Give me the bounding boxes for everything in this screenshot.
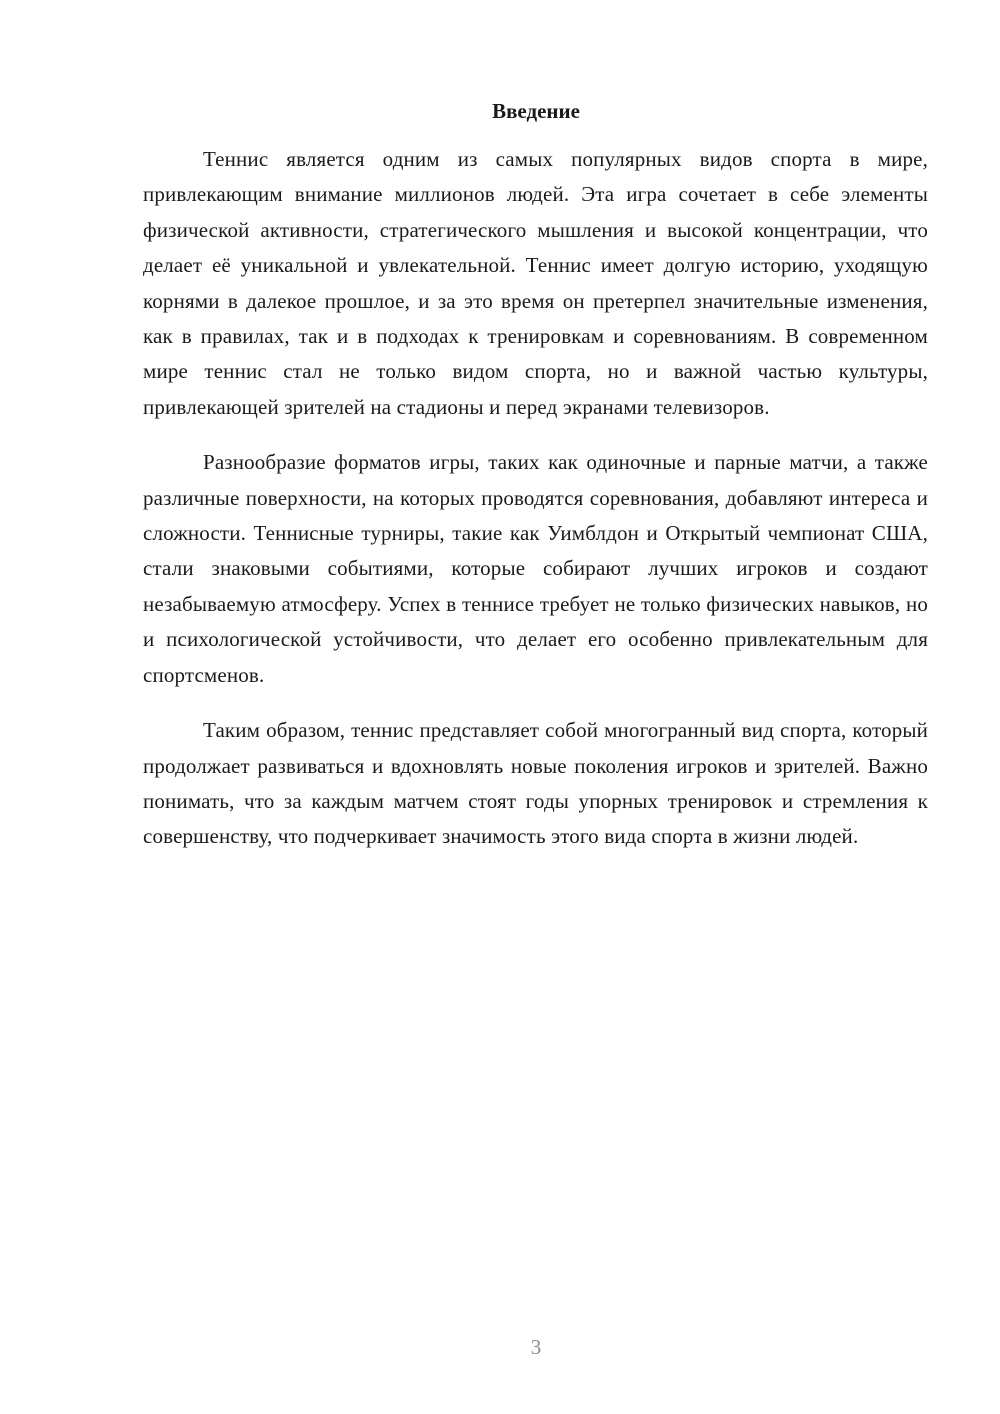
section-heading: Введение	[492, 99, 580, 123]
paragraph-2: Разнообразие форматов игры, таких как одиночные и парные матчи, а также различные поверхности, на которых проводятся соревнования, добавляют интереса и сложности. Теннисные турниры, такие как Уимблдон и Открытый чемпионат США, стали знаковыми событиями, которые собирают лучших игроков и создают незабываемую атмосферу. Успех в теннисе требует не только физических навыков, но и психологической устойчивости, что делает его особенно привлекательным для спортсменов.	[143, 450, 928, 687]
paragraph-1: Теннис является одним из самых популярных видов спорта в мире, привлекающим внимание миллионов людей. Эта игра сочетает в себе элементы физической активности, стратегического мышления и высокой концентрации, что делает её уникальной и увлекательной. Теннис имеет долгую историю, уходящую корнями в далекое прошлое, и за это время он претерпел значительные изменения, как в правилах, так и в подходах к тренировкам и соревнованиям. В современном мире теннис стал не только видом спорта, но и важной частью культуры, привлекающей зрителей на стадионы и перед экранами телевизоров.	[143, 147, 928, 419]
body-text	[143, 142, 928, 875]
paragraph-3: Таким образом, теннис представляет собой многогранный вид спорта, который продолжает развиваться и вдохновлять новые поколения игроков и зрителей. Важно понимать, что за каждым матчем стоят годы упорных тренировок и стремления к совершенству, что подчеркивает значимость этого вида спорта в жизни людей.	[143, 718, 928, 849]
page-number: 3	[530, 1335, 542, 1359]
